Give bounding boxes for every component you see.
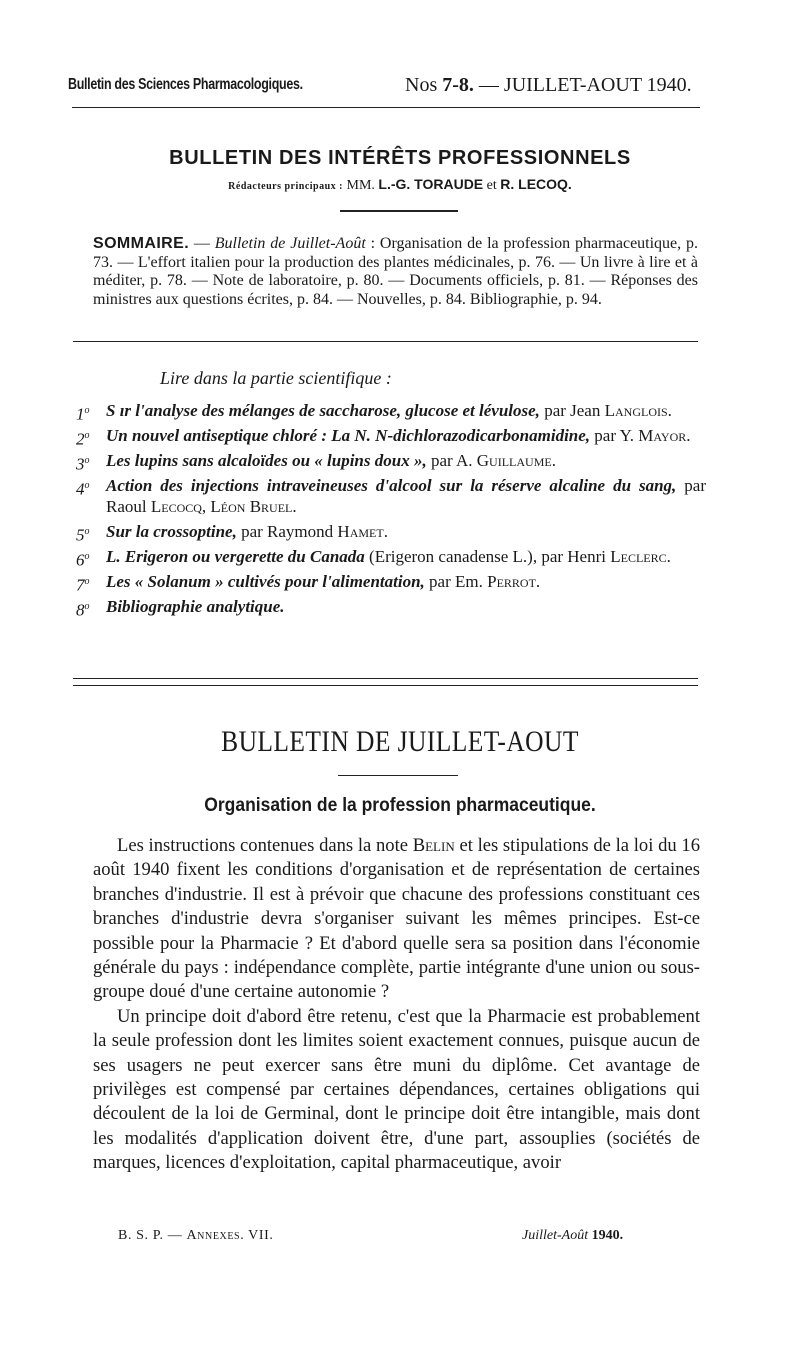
footer-annexes: Annexes [186,1228,241,1243]
list-item [76,400,706,424]
summary-text: : Organisation de la profession pharmaceutique, p. 73. — L'effort italien pour la production des plantes médicinales, p. 76. — Un livre à lire et à méditer, p. 78. — Note de laboratoire, p. 80. — Documents officiels, p. 81. — Réponses des ministres aux questions écrites, p. 84. — Nouvelles, p. 84. Bibliographie, p. 94. [93,235,699,308]
item-author: Perrot. [487,572,541,591]
item-number: 5$^o$ [76,525,90,545]
paragraph [93,834,700,1005]
list-item [76,475,706,517]
article-body [93,834,700,1176]
item-title: Sur la crossoptine, [106,522,237,541]
item-author: Langlois. [604,401,672,420]
issue-number: 7-8. [442,74,474,96]
paragraph: Un principe doit d'abord être retenu, c'est que la Pharmacie est probablement la seule profession dont les limites soient exactement connues, puisque aucun de ses usagers ne peut exercer sans être muni du diplôme. Cet avantage de privilèges est compensé par certaines dépendances, certaines obligations qui découlent de la loi de Germinal, dont le principe doit être intangible, mais dont les modalités d'application doivent être, d'une part, assouplies (sociétés de marques, licences d'exploitation, capital pharmaceutique, avoir [93,1005,700,1174]
editor-lecoq: R. LECOQ. [500,176,572,192]
name-belin: Belin [412,835,455,856]
item-author: Leclerc. [610,547,671,566]
editors-mm: MM. [346,178,375,193]
scientific-heading: Lire dans la partie scientifique : [160,368,392,388]
bulletin-title: BULLETIN DE JUILLET-AOUT [221,725,579,758]
paragraph-text: et les stipulations de la loi du 16 août 1940 fixent les conditions d'organisation et de représentation de certaines branches d'industrie. Il est à prévoir que chacune des professions constituant ces branches d'industrie devra s'organiser suivant les mêmes principes. Est-ce possible pour la Pharmacie ? Et d'abord quelle sera sa position dans l'économie générale du pays : indépendance complète, partie intégrante d'une union ou sous-groupe doué d'une certaine autonomie ? [93,835,700,1003]
list-item [76,425,706,449]
issue-info [405,74,692,97]
scientific-list [76,400,706,621]
item-title: Les « Solanum » cultivés pour l'alimentation, [106,572,425,591]
footer-month: Juillet-Août [522,1228,589,1243]
double-rule-bottom [73,685,698,686]
editor-and: et [486,178,497,193]
item-title: S ır l'analyse des mélanges de saccharose, glucose et lévulose, [106,401,540,420]
item-number: 3$^o$ [76,454,90,474]
item-number: 7$^o$ [76,575,90,595]
paragraph-text: Les instructions contenues dans la note [117,835,413,856]
list-item [76,596,706,620]
item-by: par A. [426,451,477,470]
issue-date: — JUILLET-AOUT 1940. [478,74,692,96]
editors-line [0,176,800,194]
item-author: Lecocq, Léon Bruel. [150,497,297,516]
item-number: 6$^o$ [76,550,90,570]
item-number: 2$^o$ [76,429,90,449]
item-title: L. Erigeron ou vergerette du Canada [106,547,365,566]
summary-label: SOMMAIRE. [93,235,190,252]
editors-label: Rédacteurs principaux : [228,181,343,192]
title-rule [340,210,458,212]
list-item [76,546,706,570]
item-by: par Raoul [106,476,706,516]
item-number: 8$^o$ [76,600,90,620]
item-by: par Raymond [236,522,338,541]
editor-toraude: L.-G. TORAUDE [378,176,484,192]
summary-block [93,235,698,309]
item-author: Hamet. [337,522,388,541]
item-by: par Jean [539,401,605,420]
footer-year: 1940. [591,1228,624,1243]
footer-page: . VII. [240,1228,274,1243]
item-author: Mayor. [638,426,691,445]
item-by: par Em. [424,572,488,591]
header-rule [72,107,700,108]
item-by: par Y. [590,426,639,445]
footer-bsp: B. S. P. — [118,1228,187,1243]
bulletin-title-rule [338,775,458,776]
summary-dash: — [189,235,215,252]
item-title: Action des injections intraveineuses d'alcool sur la réserve alcaline du sang, [106,476,677,495]
list-item [76,571,706,595]
footer-date [522,1228,623,1244]
item-title: Un nouvel antiseptique chloré : La N. N-dichlorazodicarbonamidine, [106,426,591,445]
section-title: BULLETIN DES INTÉRÊTS PROFESSIONNELS [169,147,631,169]
list-item [76,450,706,474]
item-number: 1$^o$ [76,404,90,424]
item-author: Guillaume. [476,451,556,470]
double-rule-top [73,678,698,679]
list-item [76,521,706,545]
summary-rule [73,341,698,342]
item-title: Les lupins sans alcaloïdes ou « lupins doux », [106,451,427,470]
item-title: Bibliographie analytique. [106,597,285,616]
footer-reference [118,1228,274,1244]
journal-name: Bulletin des Sciences Pharmacologiques. [68,76,303,93]
summary-bulletin-ref: Bulletin de Juillet-Août [214,235,366,252]
article-title: Organisation de la profession pharmaceutique. [204,795,596,816]
item-number: 4$^o$ [76,479,90,499]
item-by: (Erigeron canadense L.), par Henri [364,547,611,566]
issue-prefix: Nos [405,74,438,96]
